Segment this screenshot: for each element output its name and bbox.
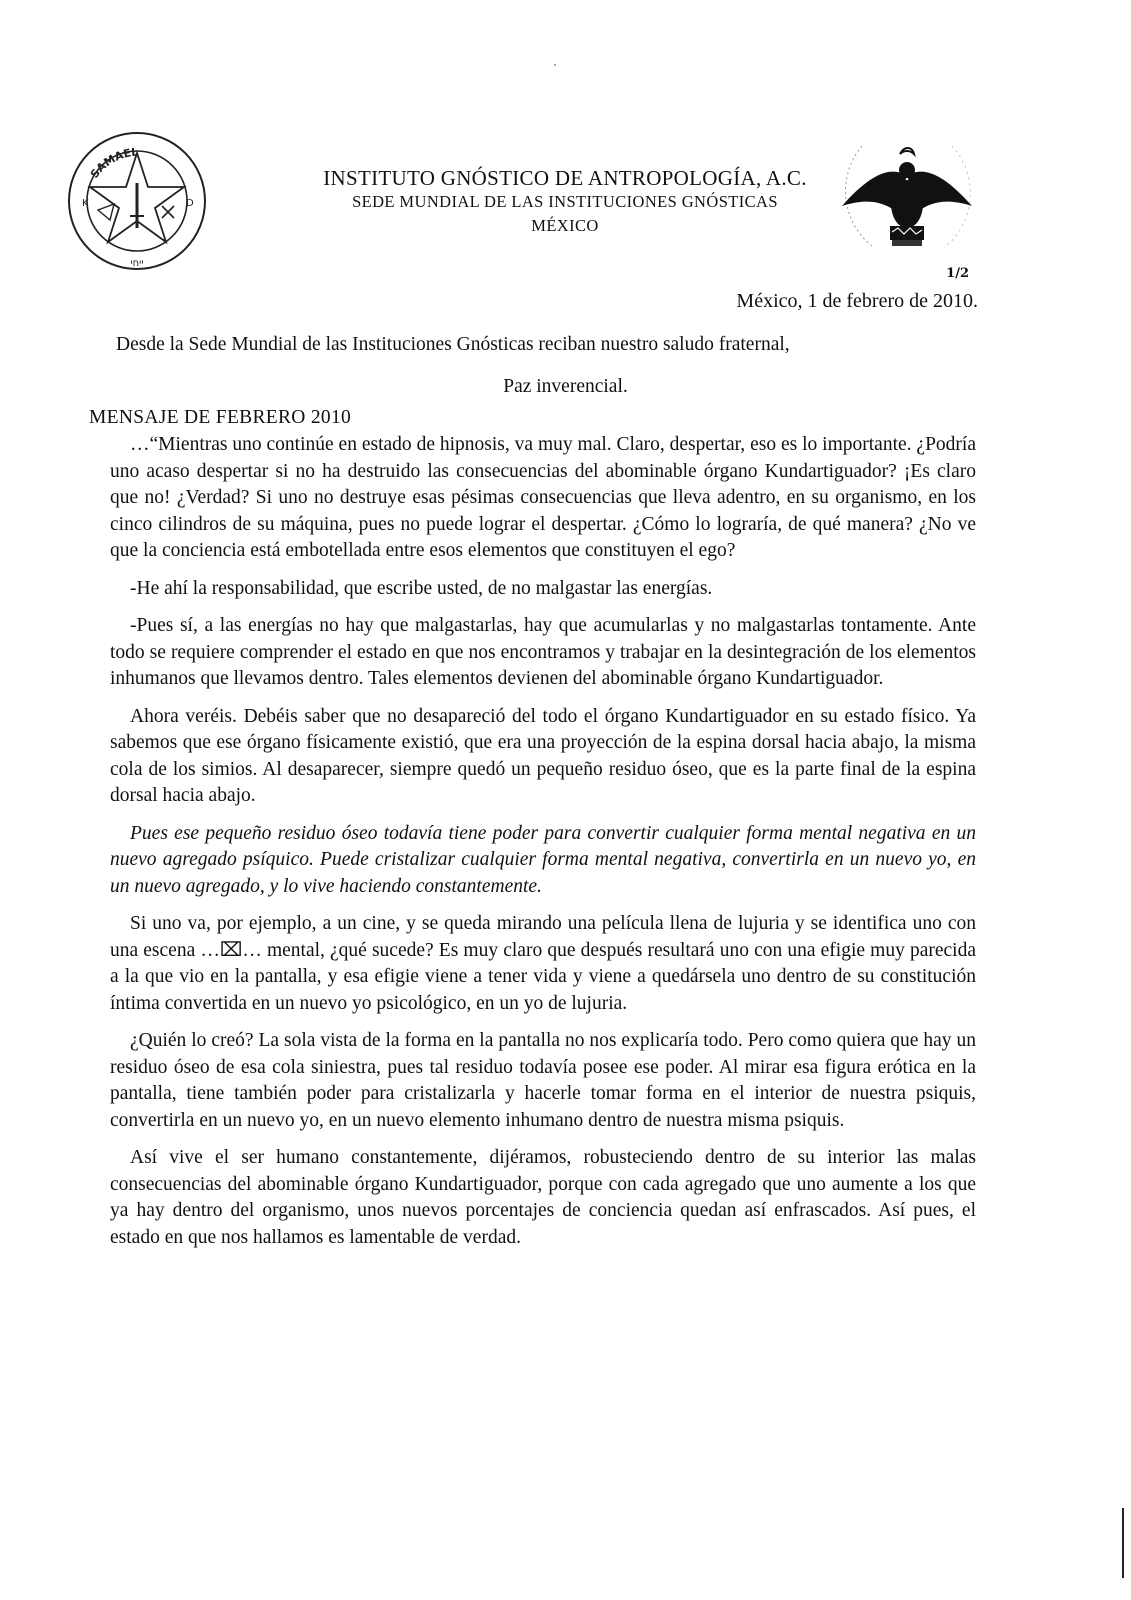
message-body [110,432,976,1262]
body-paragraph: …“Mientras uno continúe en estado de hipnosis, va muy mal. Claro, despertar, eso es lo importante. ¿Podría uno acaso despertar si no ha destruido las consecuencias del abominable órgano Kundartiguador? ¡Es claro que no! ¿Verdad? Si uno no destruye esas pésimas consecuencias que lleva adentro, en su organismo, en los cinco cilindros de su máquina, pues no puede lograr el despertar. ¿Cómo lo lograría, de qué manera? ¿No ve que la conciencia está embotellada entre esos elementos que constituyen el ego? [110,434,976,561]
institute-name: INSTITUTO GNÓSTICO DE ANTROPOLOGÍA, A.C. [323,166,807,190]
message-heading: MENSAJE DE FEBRERO 2010 [89,407,352,428]
institute-subtitle: SEDE MUNDIAL DE LAS INSTITUCIONES GNÓSTICAS [352,192,778,211]
svg-text:ייחי: ייחי [130,258,144,269]
svg-text:SAMAEL [88,146,139,181]
institute-country: MÉXICO [531,216,599,235]
svg-text:K: K [82,198,89,209]
svg-text:D: D [186,198,194,209]
body-paragraph: ¿Quién lo creó? La sola vista de la forma en la pantalla no nos explicaría todo. Pero como quiera que hay un residuo óseo de esa cola siniestra, pues tal residuo todavía posee ese poder. Al mirar esa figura erótica en la pantalla, tiene también poder para cristalizarla y hacerle tomar forma en el interior de nuestra psiquis, convertirla en un nuevo yo, en un nuevo elemento inhumano dentro de nuestra misma psiquis. [110,1030,976,1131]
scan-edge-mark [1122,1508,1124,1578]
salutation-line: Paz inverencial. [503,376,628,397]
page-number: 1/2 [946,266,969,281]
body-paragraph: Ahora veréis. Debéis saber que no desapareció del todo el órgano Kundartiguador en su estado físico. Ya sabemos que ese órgano físicamente existió, que era una proyección de la espina dorsal hacia abajo, la misma cola de los simios. Al desaparecer, siempre quedó un pequeño residuo óseo, que es la parte final de la espina dorsal hacia abajo. [110,705,976,806]
scan-speck [554,64,556,66]
body-paragraph-italic: Pues ese pequeño residuo óseo todavía tiene poder para convertir cualquier forma mental negativa en un nuevo agregado psíquico. Puede cristalizar cualquier forma mental negativa, convertirla en un nuevo yo, en un nuevo agregado, y lo vive haciendo constantemente. [110,822,976,897]
body-paragraph: Si uno va, por ejemplo, a un cine, y se queda mirando una película llena de lujuria y se identifica uno con una escena …⌧… mental, ¿qué sucede? Es muy claro que después resultará uno con una efigie muy parecida a la que vio en la pantalla, y esa efigie viene a tener vida y viene a quedársela uno dentro de su constitución íntima convertida en un nuevo yo psicológico, en un yo de lujuria. [110,913,976,1014]
seal-text: SAMAEL [87,145,139,181]
document-date: México, 1 de febrero de 2010. [736,290,978,312]
greeting-line: Desde la Sede Mundial de las Instituciones Gnósticas reciban nuestro saludo fraternal, [116,334,790,355]
body-paragraph: -Pues sí, a las energías no hay que malgastarlas, hay que acumularlas y no malgastarlas tontamente. Ante todo se requiere comprender el estado en que nos encontramos y trabajar en la desintegración de los elementos inhumanos que llevamos dentro. Tales elementos devienen del abominable órgano Kundartiguador. [110,615,976,689]
body-paragraph: -He ahí la responsabilidad, que escribe usted, de no malgastar las energías. [130,577,713,599]
eagle-emblem-icon [832,136,982,261]
body-paragraph: Así vive el ser humano constantemente, dijéramos, robusteciendo dentro de su interior las malas consecuencias del abominable órgano Kundartiguador, porque con cada agregado que uno aumente a los que ya hay dentro del organismo, unos nuevos porcentajes de conciencia quedan así enfrascados. Así pues, el estado en que nos hallamos es lamentable de verdad. [110,1147,976,1248]
